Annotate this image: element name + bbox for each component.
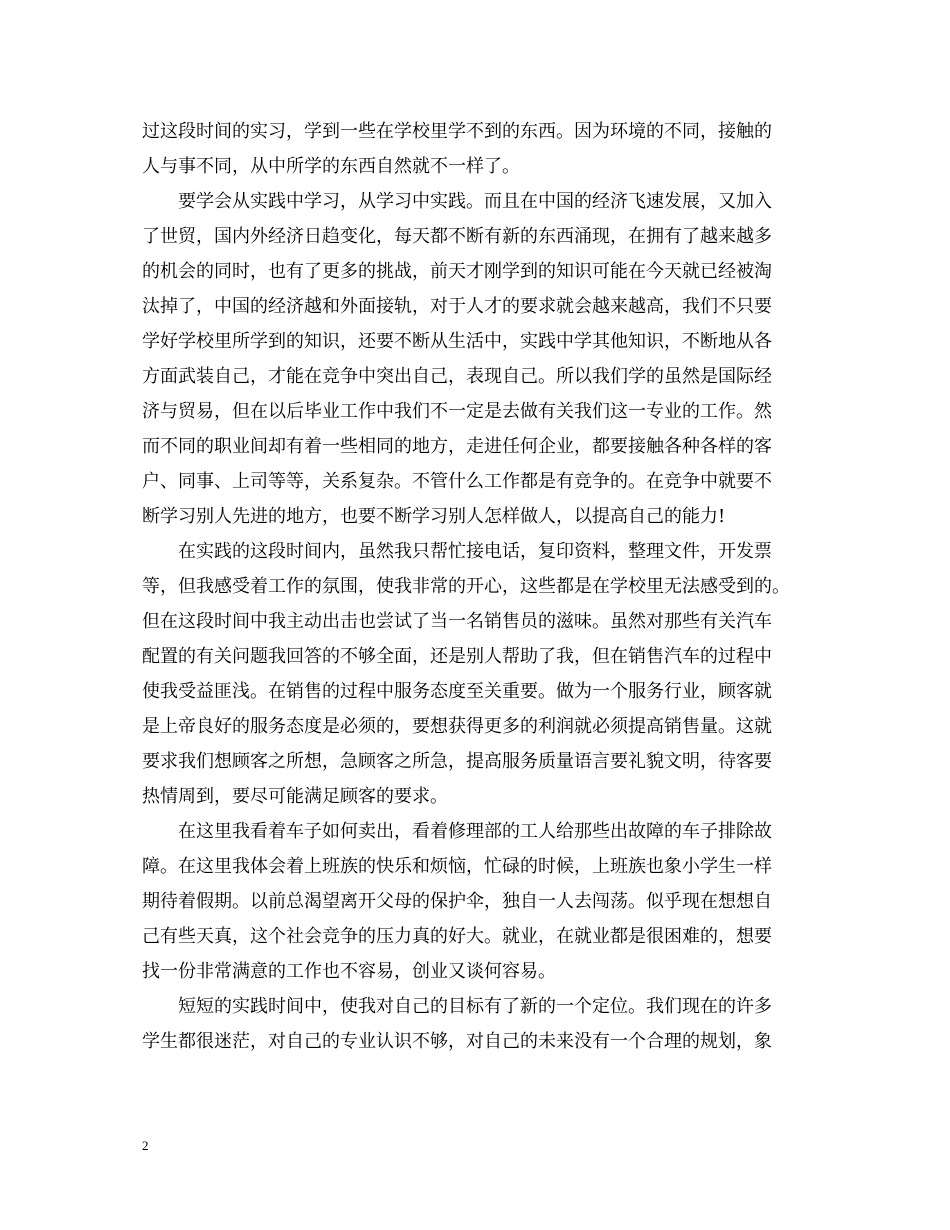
body-text xyxy=(142,114,818,1059)
text-line: 断学习别人先进的地方，也要不断学习别人怎样做人，以提高自己的能力! xyxy=(142,506,726,527)
text-line: 的机会的同时，也有了更多的挑战，前天才刚学到的知识可能在今天就已经被淘 xyxy=(142,261,772,282)
text-line: 使我受益匪浅。在销售的过程中服务态度至关重要。做为一个服务行业，顾客就 xyxy=(142,681,772,702)
text-line: 障。在这里我体会着上班族的快乐和烦恼，忙碌的时候，上班族也象小学生一样 xyxy=(142,856,772,877)
paragraph-first-line: 在这里我看着车子如何卖出，看着修理部的工人给那些出故障的车子排除故 xyxy=(178,821,772,842)
text-line: 配置的有关问题我回答的不够全面，还是别人帮助了我，但在销售汽车的过程中 xyxy=(142,646,772,667)
text-line: 人与事不同，从中所学的东西自然就不一样了。 xyxy=(142,156,520,177)
text-line: 热情周到，要尽可能满足顾客的要求。 xyxy=(142,786,448,807)
text-line: 要求我们想顾客之所想，急顾客之所急，提高服务质量语言要礼貌文明，待客要 xyxy=(142,751,772,772)
text-line: 汰掉了，中国的经济越和外面接轨，对于人才的要求就会越来越高，我们不只要 xyxy=(142,296,772,317)
paragraph-first-line: 要学会从实践中学习，从学习中实践。而且在中国的经济飞速发展，又加入 xyxy=(178,191,772,212)
text-line: 了世贸，国内外经济日趋变化，每天都不断有新的东西涌现，在拥有了越来越多 xyxy=(142,226,772,247)
text-line: 方面武装自己，才能在竞争中突出自己，表现自己。所以我们学的虽然是国际经 xyxy=(142,366,772,387)
text-line: 户、同事、上司等等，关系复杂。不管什么工作都是有竞争的。在竞争中就要不 xyxy=(142,471,772,492)
text-line: 找一份非常满意的工作也不容易，创业又谈何容易。 xyxy=(142,961,556,982)
text-line: 是上帝良好的服务态度是必须的，要想获得更多的利润就必须提高销售量。这就 xyxy=(142,716,772,737)
text-line: 过这段时间的实习，学到一些在学校里学不到的东西。因为环境的不同，接触的 xyxy=(142,121,772,142)
text-line: 而不同的职业间却有着一些相同的地方，走进任何企业，都要接触各种各样的客 xyxy=(142,436,772,457)
page-number: 2 xyxy=(142,1138,149,1153)
text-line: 学生都很迷茫，对自己的专业认识不够，对自己的未来没有一个合理的规划，象 xyxy=(142,1031,772,1052)
text-line: 济与贸易，但在以后毕业工作中我们不一定是去做有关我们这一专业的工作。然 xyxy=(142,401,772,422)
text-line: 己有些天真，这个社会竞争的压力真的好大。就业，在就业都是很困难的，想要 xyxy=(142,926,772,947)
paragraph-first-line: 在实践的这段时间内，虽然我只帮忙接电话，复印资料，整理文件，开发票 xyxy=(178,541,772,562)
text-line: 学好学校里所学到的知识，还要不断从生活中，实践中学其他知识，不断地从各 xyxy=(142,331,772,352)
text-line: 期待着假期。以前总渴望离开父母的保护伞，独自一人去闯荡。似乎现在想想自 xyxy=(142,891,772,912)
text-line: 但在这段时间中我主动出击也尝试了当一名销售员的滋味。虽然对那些有关汽车 xyxy=(142,611,772,632)
text-line: 等，但我感受着工作的氛围，使我非常的开心，这些都是在学校里无法感受到的。 xyxy=(142,576,790,597)
paragraph-first-line: 短短的实践时间中，使我对自己的目标有了新的一个定位。我们现在的许多 xyxy=(178,996,772,1017)
